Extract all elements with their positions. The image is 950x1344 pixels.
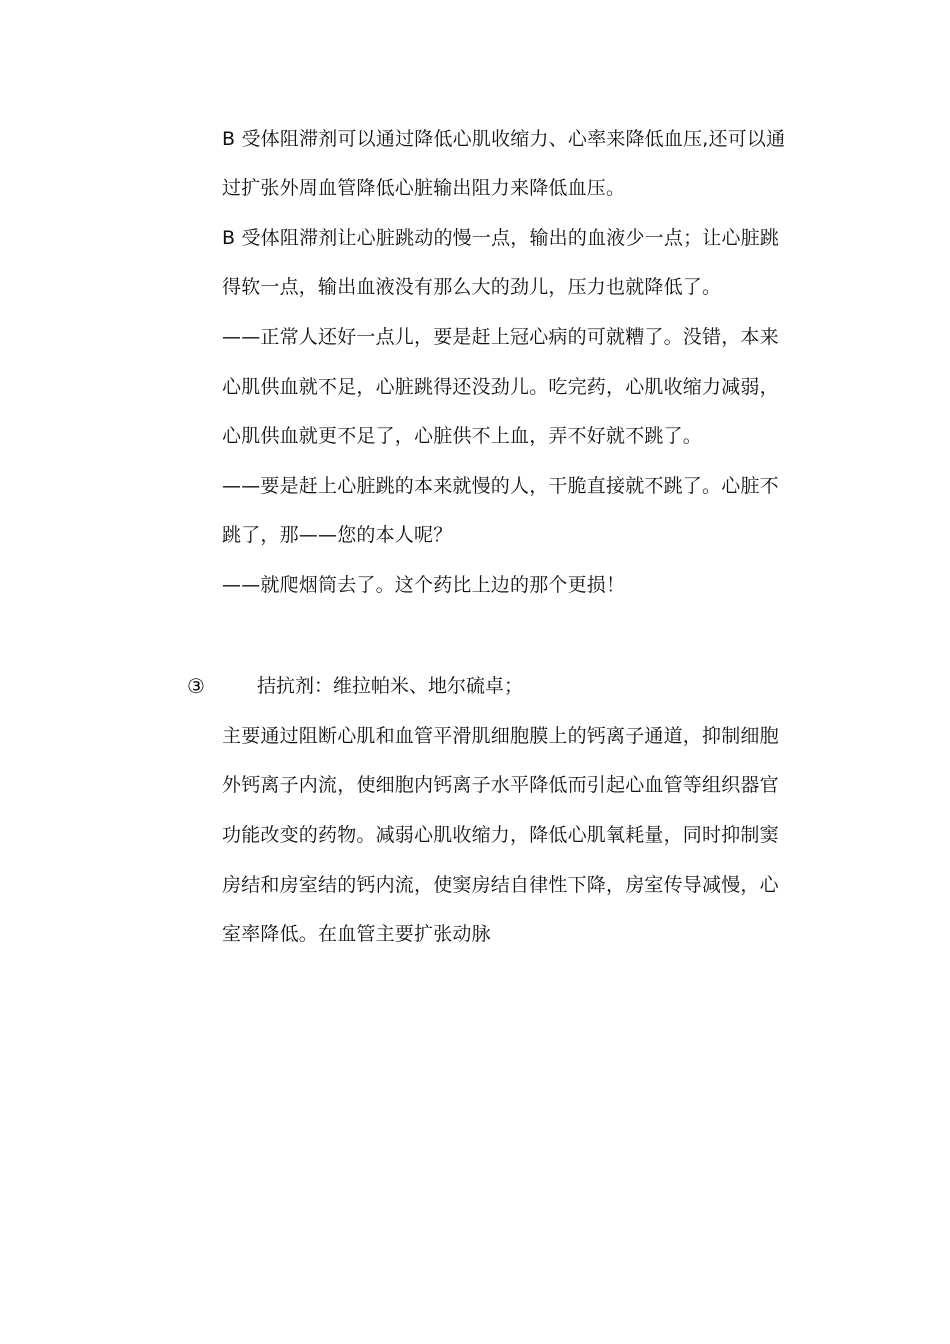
paragraph-line: 心肌供血就不足，心脏跳得还没劲儿。吃完药，心肌收缩力减弱， xyxy=(222,376,779,398)
paragraph-line: 主要通过阻断心肌和血管平滑肌细胞膜上的钙离子通道，抑制细胞 xyxy=(222,725,779,747)
paragraph-line: B 受体阻滞剂可以通过降低心肌收缩力、心率来降低血压,还可以通 xyxy=(222,128,786,150)
paragraph-line: 心肌供血就更不足了，心脏供不上血，弄不好就不跳了。 xyxy=(222,425,703,447)
paragraph-line: 得软一点，输出血液没有那么大的劲儿，压力也就降低了。 xyxy=(222,276,722,298)
paragraph-line: 过扩张外周血管降低心脏输出阻力来降低血压。 xyxy=(222,177,626,199)
paragraph-line: 外钙离子内流，使细胞内钙离子水平降低而引起心血管等组织器官 xyxy=(222,774,779,796)
list-marker: ③ xyxy=(187,674,205,698)
paragraph-line: 房结和房室结的钙内流，使窦房结自律性下降，房室传导减慢，心 xyxy=(222,874,779,896)
paragraph-line: 功能改变的药物。减弱心肌收缩力，降低心肌氧耗量，同时抑制窦 xyxy=(222,824,779,846)
paragraph-line: ——要是赶上心脏跳的本来就慢的人，干脆直接就不跳了。心脏不 xyxy=(222,475,779,497)
paragraph-line: ——就爬烟筒去了。这个药比上边的那个更损！ xyxy=(222,574,626,596)
paragraph-line: B 受体阻滞剂让心脏跳动的慢一点，输出的血液少一点；让心脏跳 xyxy=(222,227,780,249)
section-heading: 拮抗剂：维拉帕米、地尔硫卓； xyxy=(257,675,524,697)
paragraph-line: 室率降低。在血管主要扩张动脉 xyxy=(222,923,491,945)
paragraph-line: ——正常人还好一点儿，要是赶上冠心病的可就糟了。没错，本来 xyxy=(222,326,779,348)
paragraph-line: 跳了，那——您的本人呢？ xyxy=(222,524,453,546)
